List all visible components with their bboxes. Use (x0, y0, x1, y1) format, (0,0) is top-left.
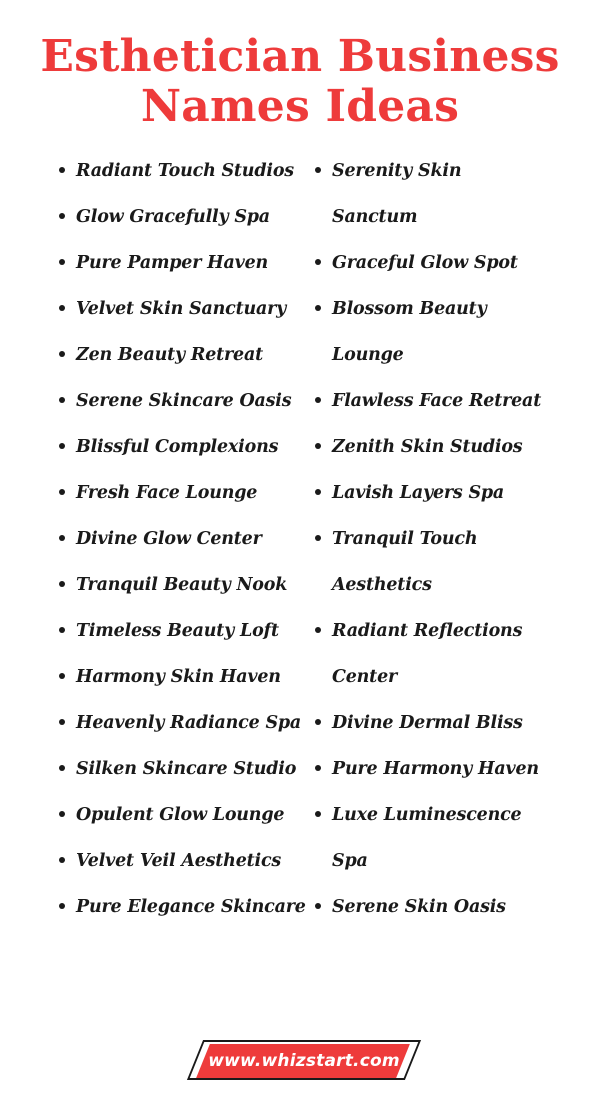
list-item: Luxe Luminescence Spa (312, 792, 552, 884)
list-item: Divine Dermal Bliss (312, 700, 552, 746)
list-item: Radiant Touch Studios (56, 148, 308, 194)
list-item: Serenity Skin Sanctum (312, 148, 552, 240)
website-link[interactable]: www.whizstart.com (208, 1051, 400, 1071)
list-item: Silken Skincare Studio (56, 746, 308, 792)
list-item: Heavenly Radiance Spa (56, 700, 308, 746)
list-item: Fresh Face Lounge (56, 470, 308, 516)
list-item: Velvet Veil Aesthetics (56, 838, 308, 884)
title-line-2: Names Ideas (140, 81, 460, 132)
list-item: Opulent Glow Lounge (56, 792, 308, 838)
list-item: Blossom Beauty Lounge (312, 286, 552, 378)
list-item: Harmony Skin Haven (56, 654, 308, 700)
title-line-1: Esthetician Business (40, 31, 560, 82)
list-item: Tranquil Touch Aesthetics (312, 516, 552, 608)
list-item: Velvet Skin Sanctuary (56, 286, 308, 332)
list-item: Zenith Skin Studios (312, 424, 552, 470)
list-item: Pure Elegance Skincare (56, 884, 308, 930)
list-item: Serene Skin Oasis (312, 884, 552, 930)
list-item: Radiant Reflections Center (312, 608, 552, 700)
list-item: Serene Skincare Oasis (56, 378, 308, 424)
list-item: Tranquil Beauty Nook (56, 562, 308, 608)
list-item: Pure Harmony Haven (312, 746, 552, 792)
list-item: Flawless Face Retreat (312, 378, 552, 424)
list-item: Zen Beauty Retreat (56, 332, 308, 378)
list-item: Blissful Complexions (56, 424, 308, 470)
list-item: Pure Pamper Haven (56, 240, 308, 286)
website-badge (0, 1040, 600, 1084)
list-item: Lavish Layers Spa (312, 470, 552, 516)
list-item: Divine Glow Center (56, 516, 308, 562)
list-item: Glow Gracefully Spa (56, 194, 308, 240)
names-list-right (312, 148, 552, 930)
list-item: Timeless Beauty Loft (56, 608, 308, 654)
list-item: Graceful Glow Spot (312, 240, 552, 286)
names-list-left (56, 148, 308, 930)
page-title (0, 32, 600, 132)
